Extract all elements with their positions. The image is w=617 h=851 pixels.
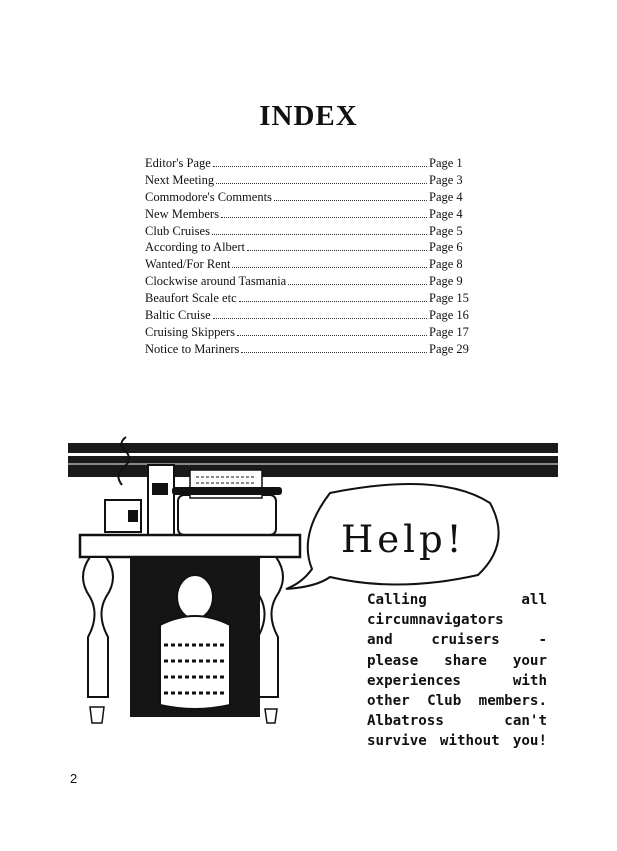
index-entry — [145, 307, 475, 324]
index-entry — [145, 256, 475, 273]
appeal-line: circumnavigators — [367, 612, 504, 629]
index-entry — [145, 155, 475, 172]
index-entry — [145, 239, 475, 256]
desk-leg-left — [83, 557, 113, 697]
page-title: INDEX — [259, 100, 358, 132]
index-entry-page: Page 9 — [429, 274, 463, 289]
dot-leader — [221, 217, 427, 218]
index-entry-label: Editor's Page — [145, 156, 211, 170]
index-entry-page: Page 16 — [429, 308, 469, 323]
index-entry-page: Page 5 — [429, 223, 463, 238]
index-entry-label: Club Cruises — [145, 223, 210, 238]
dot-leader — [237, 335, 427, 336]
index-entry — [145, 206, 475, 223]
dot-leader — [212, 234, 427, 235]
index-entry — [145, 223, 475, 240]
index-entry-page: Page 8 — [429, 257, 463, 272]
dot-leader — [213, 166, 427, 167]
dot-leader — [274, 200, 427, 201]
person-under-desk — [130, 557, 260, 717]
index-entry-page: Page 4 — [429, 206, 463, 221]
index-entry — [145, 341, 475, 358]
dot-leader — [239, 301, 427, 302]
index-entry-page: Page 4 — [429, 189, 463, 204]
index-entry — [145, 189, 475, 206]
index-entry — [145, 172, 475, 189]
index-entry-label: Clockwise around Tasmania — [145, 274, 287, 289]
index-entry — [145, 290, 475, 307]
appeal-line: and cruisers - — [367, 632, 547, 649]
index-entry-label: Notice to Mariners — [145, 341, 240, 356]
appeal-line: Calling all — [367, 592, 547, 608]
wall-banner — [68, 443, 558, 477]
floor-cup-right — [265, 709, 277, 723]
index-entry-label: Cruising Skippers — [145, 324, 235, 339]
index-entry-label: Wanted/For Rent — [145, 257, 231, 272]
index-list — [145, 155, 475, 358]
appeal-text — [367, 590, 547, 752]
speech-bubble-text: Help! — [341, 518, 466, 561]
box — [148, 465, 174, 535]
appeal-line: experiences with — [367, 672, 547, 689]
dot-leader — [232, 267, 427, 268]
index-entry-label: According to Albert — [145, 240, 245, 255]
index-entry-label: Beaufort Scale etc — [145, 291, 237, 306]
desk-top — [80, 535, 300, 557]
index-entry — [145, 324, 475, 341]
dot-leader — [241, 352, 427, 353]
index-entry-page: Page 17 — [429, 324, 469, 339]
index-entry-label: Commodore's Comments — [145, 189, 272, 204]
typewriter — [172, 470, 282, 535]
index-entry-label: Baltic Cruise — [145, 308, 211, 323]
dot-leader — [288, 284, 427, 285]
index-entry-page: Page 29 — [429, 341, 469, 356]
index-entry-page: Page 3 — [429, 172, 463, 187]
floor-cup-left — [90, 707, 104, 723]
index-entry-page: Page 1 — [429, 156, 463, 170]
appeal-line: Albatross can't — [367, 713, 547, 730]
index-entry-label: Next Meeting — [145, 172, 215, 187]
dot-leader — [247, 250, 427, 251]
appeal-line: other Club members. — [367, 693, 547, 710]
appeal-line: survive without you! — [367, 733, 547, 750]
dot-leader — [213, 318, 427, 319]
index-entry — [145, 273, 475, 290]
dot-leader — [216, 183, 427, 184]
appeal-line: please share your — [367, 652, 547, 669]
index-entry-page: Page 15 — [429, 291, 469, 306]
index-entry-page: Page 6 — [429, 240, 463, 255]
index-entry-label: New Members — [145, 206, 219, 221]
page-number: 2 — [70, 771, 78, 786]
